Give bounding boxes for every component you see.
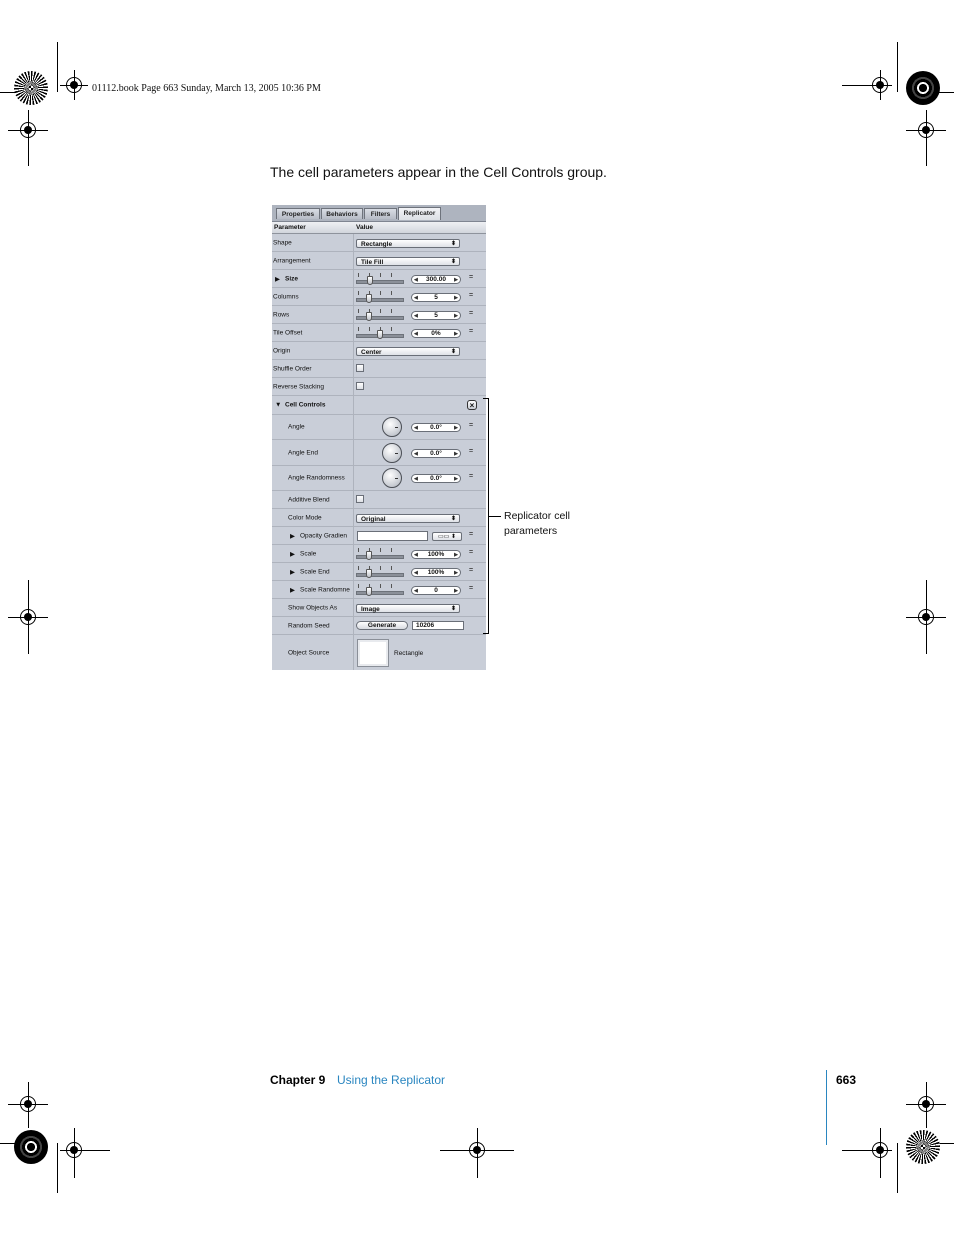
slider-thumb[interactable]	[366, 569, 372, 578]
param-label: Tile Offset	[273, 329, 303, 336]
param-row-tile-offset	[272, 324, 486, 342]
param-label: Angle Randomness	[288, 474, 345, 482]
scale-end-value-field[interactable]	[411, 568, 461, 577]
slider-track	[356, 573, 404, 577]
tile-offset-value-field[interactable]	[411, 329, 461, 338]
registration-line	[842, 1150, 892, 1151]
crop-mark	[897, 42, 898, 92]
increment-arrow-icon[interactable]: ▶	[454, 277, 458, 283]
page-number: 663	[836, 1073, 857, 1087]
param-row-color-mode	[272, 509, 486, 527]
value-cell	[353, 252, 354, 269]
increment-arrow-icon[interactable]: ▶	[454, 552, 458, 558]
crop-mark	[57, 1143, 58, 1193]
slider-track	[356, 316, 404, 320]
field-value: 0%	[431, 330, 441, 337]
opacity-gradient-preview[interactable]	[357, 531, 428, 541]
show-objects-as-popup[interactable]	[356, 604, 460, 613]
shape-popup[interactable]	[356, 239, 460, 248]
popup-value: Tile Fill	[361, 259, 384, 266]
animation-menu-icon[interactable]: =	[469, 310, 474, 317]
popup-value: Rectangle	[361, 241, 393, 248]
angle-end-value-field[interactable]	[411, 449, 461, 458]
disclosure-triangle-icon[interactable]: ▶	[290, 550, 295, 558]
param-label: Show Objects As	[288, 604, 338, 611]
object-source-image-well[interactable]	[357, 639, 389, 667]
value-cell	[353, 396, 354, 414]
animation-menu-icon[interactable]: =	[469, 567, 474, 574]
param-label: Opacity Gradien	[300, 532, 347, 539]
popup-arrows-icon: ⬍	[450, 516, 456, 522]
size-slider[interactable]	[356, 273, 404, 285]
gradient-book-icon: ▭▭ ⬍	[437, 534, 457, 540]
slider-thumb[interactable]	[366, 294, 372, 303]
slider-thumb[interactable]	[366, 587, 372, 596]
tile-offset-slider[interactable]	[356, 327, 404, 339]
field-value: 300.00	[426, 276, 446, 283]
param-row-angle	[272, 415, 486, 440]
param-row-show-objects-as	[272, 599, 486, 617]
value-cell	[353, 491, 354, 508]
param-row-scale-randomness	[272, 581, 486, 599]
intro-paragraph: The cell parameters appear in the Cell Controls group.	[270, 164, 607, 180]
slider-ticks	[358, 584, 402, 588]
increment-arrow-icon[interactable]: ▶	[454, 331, 458, 337]
param-row-scale-end	[272, 563, 486, 581]
origin-popup[interactable]	[356, 347, 460, 356]
animation-menu-icon[interactable]: =	[469, 292, 474, 299]
angle-randomness-value-field[interactable]	[411, 474, 461, 483]
callout-label	[504, 509, 570, 539]
scale-value-field[interactable]	[411, 550, 461, 559]
slider-track	[356, 298, 404, 302]
registration-wheel	[14, 71, 48, 105]
field-value: 0.0°	[430, 424, 442, 431]
param-row-shuffle-order	[272, 360, 486, 378]
param-label: Origin	[273, 347, 291, 354]
increment-arrow-icon[interactable]: ▶	[454, 451, 458, 457]
disclosure-triangle-icon[interactable]: ▶	[290, 532, 295, 540]
scale-slider[interactable]	[356, 548, 404, 560]
slider-thumb[interactable]	[377, 330, 383, 339]
animation-menu-icon[interactable]: =	[469, 274, 474, 281]
registration-line	[926, 580, 927, 654]
callout-line-2: parameters	[504, 525, 558, 537]
registration-line	[60, 1150, 110, 1151]
value-cell	[353, 306, 354, 323]
increment-arrow-icon[interactable]: ▶	[454, 588, 458, 594]
popup-value: Image	[361, 606, 380, 613]
registration-line	[880, 1128, 881, 1178]
registration-line	[926, 1082, 927, 1128]
field-value: 100%	[427, 569, 445, 576]
size-value-field[interactable]	[411, 275, 461, 284]
disclosure-triangle-icon[interactable]: ▶	[275, 275, 280, 283]
disclosure-triangle-icon[interactable]: ▶	[290, 568, 295, 576]
value-cell	[353, 440, 354, 465]
animation-menu-icon[interactable]: =	[469, 531, 474, 538]
disclosure-triangle-open-icon[interactable]: ▼	[275, 401, 282, 409]
angle-end-dial[interactable]	[382, 443, 402, 463]
slider-ticks	[358, 291, 402, 295]
slider-thumb[interactable]	[367, 276, 373, 285]
value-cell	[353, 324, 354, 341]
param-row-columns	[272, 288, 486, 306]
animation-menu-icon[interactable]: =	[469, 549, 474, 556]
param-row-reverse-stacking	[272, 378, 486, 396]
animation-menu-icon[interactable]: =	[469, 448, 474, 455]
popup-arrows-icon: ⬍	[450, 241, 456, 247]
parameter-column-header: Parameter	[274, 224, 306, 231]
param-row-shape	[272, 234, 486, 252]
columns-slider[interactable]	[356, 291, 404, 303]
decrement-arrow-icon[interactable]: ◀	[414, 295, 418, 301]
object-source-name: Rectangle	[394, 650, 424, 657]
value-cell	[353, 466, 354, 490]
columns-value-field[interactable]	[411, 293, 461, 302]
decrement-arrow-icon[interactable]: ◀	[414, 476, 418, 482]
slider-track	[356, 591, 404, 595]
tab-bar	[272, 205, 486, 222]
field-value: 100%	[427, 551, 445, 558]
registration-line	[74, 70, 75, 100]
tab-filters[interactable]: Filters	[364, 208, 397, 219]
param-row-arrangement	[272, 252, 486, 270]
param-label: Random Seed	[288, 622, 330, 629]
field-value: 5	[434, 294, 438, 301]
param-label: Color Mode	[288, 514, 322, 521]
arrangement-popup[interactable]	[356, 257, 460, 266]
value-cell	[353, 545, 354, 562]
popup-value: Center	[361, 349, 382, 356]
increment-arrow-icon[interactable]: ▶	[454, 295, 458, 301]
value-cell	[353, 635, 354, 670]
param-row-rows	[272, 306, 486, 324]
disclosure-triangle-icon[interactable]: ▶	[290, 586, 295, 594]
slider-ticks	[358, 309, 402, 313]
footer-chapter-title: Using the Replicator	[337, 1073, 446, 1087]
angle-randomness-dial[interactable]	[382, 468, 402, 488]
param-label: Additive Blend	[288, 496, 330, 503]
field-value: 0	[434, 587, 438, 594]
value-cell	[353, 378, 354, 395]
value-cell	[353, 288, 354, 305]
slider-thumb[interactable]	[366, 551, 372, 560]
param-label: Size	[285, 275, 299, 282]
decrement-arrow-icon[interactable]: ◀	[414, 313, 418, 319]
additive-blend-checkbox[interactable]	[356, 495, 364, 503]
value-column-header: Value	[356, 224, 373, 231]
increment-arrow-icon[interactable]: ▶	[454, 570, 458, 576]
shuffle-order-checkbox[interactable]	[356, 364, 364, 372]
param-row-angle-end	[272, 440, 486, 466]
increment-arrow-icon[interactable]: ▶	[454, 425, 458, 431]
footer-chapter: Chapter 9	[270, 1073, 326, 1087]
decrement-arrow-icon[interactable]: ◀	[414, 588, 418, 594]
registration-line	[28, 1082, 29, 1128]
animation-menu-icon[interactable]: =	[469, 473, 474, 480]
slider-ticks	[358, 273, 402, 277]
param-row-scale	[272, 545, 486, 563]
value-cell	[353, 617, 354, 634]
param-label: Object Source	[288, 649, 330, 656]
field-value: 0.0°	[430, 450, 442, 457]
popup-arrows-icon: ⬍	[450, 259, 456, 265]
print-header: 01112.book Page 663 Sunday, March 13, 2005 10:36 PM	[92, 83, 321, 94]
param-label: Rows	[273, 311, 290, 318]
animation-menu-icon[interactable]: =	[469, 585, 474, 592]
param-label: Scale Randomne	[300, 586, 350, 593]
param-label: Scale	[300, 550, 317, 557]
param-row-random-seed	[272, 617, 486, 635]
slider-track	[356, 280, 404, 284]
param-row-opacity-gradient	[272, 527, 486, 545]
rows-slider[interactable]	[356, 309, 404, 321]
group-row-cell-controls	[272, 396, 486, 415]
callout-leader-line	[489, 516, 501, 517]
param-label: Shape	[273, 239, 292, 246]
param-row-origin	[272, 342, 486, 360]
value-cell	[353, 527, 354, 544]
param-label: Arrangement	[273, 257, 311, 264]
angle-value-field[interactable]	[411, 423, 461, 432]
value-cell	[353, 509, 354, 526]
slider-ticks	[358, 548, 402, 552]
param-label: Angle End	[288, 449, 318, 456]
increment-arrow-icon[interactable]: ▶	[454, 313, 458, 319]
scale-end-slider[interactable]	[356, 566, 404, 578]
decrement-arrow-icon[interactable]: ◀	[414, 277, 418, 283]
popup-value: Original	[361, 516, 386, 523]
value-cell	[353, 563, 354, 580]
reset-group-icon[interactable]: ×	[467, 400, 477, 410]
param-label: Scale End	[300, 568, 330, 575]
animation-menu-icon[interactable]: =	[469, 328, 474, 335]
scale-randomness-slider[interactable]	[356, 584, 404, 596]
param-row-additive-blend	[272, 491, 486, 509]
value-cell	[353, 360, 354, 377]
scale-randomness-value-field[interactable]	[411, 586, 461, 595]
decrement-arrow-icon[interactable]: ◀	[414, 425, 418, 431]
crop-mark	[57, 42, 58, 92]
registration-line	[28, 110, 29, 166]
registration-line	[880, 70, 881, 100]
popup-arrows-icon: ⬍	[450, 349, 456, 355]
registration-line	[28, 580, 29, 654]
tab-properties[interactable]: Properties	[276, 208, 320, 219]
param-label: Shuffle Order	[273, 365, 312, 372]
gradient-preset-button[interactable]	[432, 532, 462, 541]
param-label: Columns	[273, 293, 299, 300]
registration-line	[926, 110, 927, 166]
random-seed-field[interactable]: 10206	[412, 621, 464, 630]
tab-behaviors[interactable]: Behaviors	[321, 208, 363, 219]
decrement-arrow-icon[interactable]: ◀	[414, 570, 418, 576]
value-cell	[353, 342, 354, 359]
rows-value-field[interactable]	[411, 311, 461, 320]
registration-line	[477, 1128, 478, 1178]
decrement-arrow-icon[interactable]: ◀	[414, 331, 418, 337]
value-cell	[353, 599, 354, 616]
param-row-size	[272, 270, 486, 288]
callout-line-1: Replicator cell	[504, 510, 570, 522]
column-header	[272, 222, 486, 234]
reverse-stacking-checkbox[interactable]	[356, 382, 364, 390]
value-cell	[353, 581, 354, 598]
registration-line	[842, 85, 892, 86]
inspector-panel	[272, 205, 486, 670]
animation-menu-icon[interactable]: =	[469, 422, 474, 429]
param-label: Reverse Stacking	[273, 383, 324, 390]
registration-wheel	[14, 1130, 48, 1164]
color-mode-popup[interactable]	[356, 514, 460, 523]
decrement-arrow-icon[interactable]: ◀	[414, 451, 418, 457]
slider-track	[356, 555, 404, 559]
param-row-angle-randomness	[272, 466, 486, 491]
crop-mark	[897, 1143, 898, 1193]
param-label: Angle	[288, 423, 305, 431]
footer-rule	[826, 1070, 827, 1145]
tab-replicator[interactable]: Replicator	[398, 207, 441, 220]
param-row-object-source	[272, 635, 486, 670]
generate-button[interactable]: Generate	[356, 621, 408, 630]
field-value: 0.0°	[430, 475, 442, 482]
decrement-arrow-icon[interactable]: ◀	[414, 552, 418, 558]
group-label: Cell Controls	[285, 401, 326, 409]
value-cell	[353, 270, 354, 287]
field-value: 5	[434, 312, 438, 319]
registration-wheel	[906, 1130, 940, 1164]
popup-arrows-icon: ⬍	[450, 606, 456, 612]
registration-line	[74, 1128, 75, 1178]
slider-ticks	[358, 566, 402, 570]
angle-dial[interactable]	[382, 417, 402, 437]
value-cell	[353, 234, 354, 251]
registration-wheel	[906, 71, 940, 105]
increment-arrow-icon[interactable]: ▶	[454, 476, 458, 482]
slider-thumb[interactable]	[366, 312, 372, 321]
value-cell	[353, 415, 354, 439]
